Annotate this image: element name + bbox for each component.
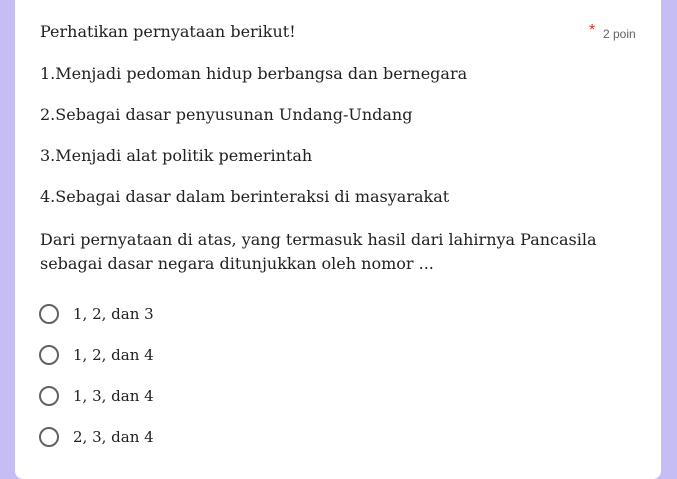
question-card bbox=[15, 0, 661, 479]
required-asterisk: * bbox=[589, 22, 596, 39]
option-3[interactable] bbox=[39, 384, 154, 408]
radio-button[interactable] bbox=[39, 304, 59, 324]
option-label: 1, 2, dan 4 bbox=[73, 346, 154, 364]
option-label: 2, 3, dan 4 bbox=[73, 428, 154, 446]
option-2[interactable] bbox=[39, 343, 154, 367]
option-label: 1, 3, dan 4 bbox=[73, 387, 154, 405]
statement-3: 3.Menjadi alat politik pemerintah bbox=[40, 146, 313, 165]
question-title: Perhatikan pernyataan berikut! bbox=[40, 22, 296, 41]
statement-2: 2.Sebagai dasar penyusunan Undang-Undang bbox=[40, 105, 413, 124]
radio-button[interactable] bbox=[39, 427, 59, 447]
option-1[interactable] bbox=[39, 302, 154, 326]
statement-1: 1.Menjadi pedoman hidup berbangsa dan bernegara bbox=[40, 64, 468, 83]
option-label: 1, 2, dan 3 bbox=[73, 305, 154, 323]
statement-4: 4.Sebagai dasar dalam berinteraksi di masyarakat bbox=[40, 187, 450, 206]
points-label: 2 poin bbox=[603, 27, 636, 41]
radio-button[interactable] bbox=[39, 345, 59, 365]
question-prompt: Dari pernyataan di atas, yang termasuk hasil dari lahirnya Pancasila sebagai dasar negara ditunjukkan oleh nomor ... bbox=[40, 230, 597, 273]
radio-button[interactable] bbox=[39, 386, 59, 406]
option-4[interactable] bbox=[39, 425, 154, 449]
